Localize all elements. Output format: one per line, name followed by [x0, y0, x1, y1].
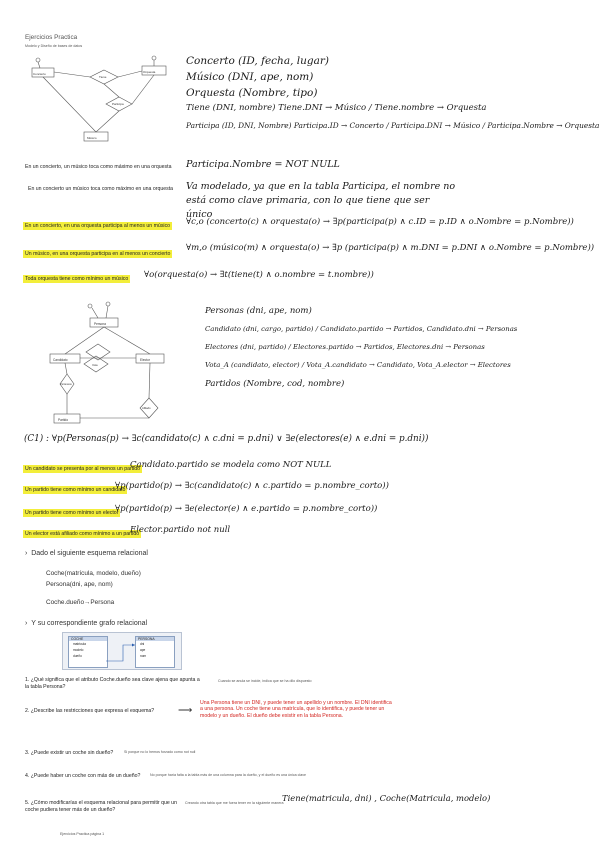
- statement-text: En un concierto, en una orquesta participa al menos un músico: [25, 223, 171, 229]
- answer: No porque haría falta a la tabla más de una columna para la dueño, y el dueño es una única clave: [150, 773, 307, 777]
- schema-line: Coche(matrícula, modelo, dueño): [46, 570, 141, 577]
- statement-answer: Participa.Nombre = NOT NULL: [186, 159, 340, 170]
- statement-text: Toda orquesta tiene como mínimo un músico: [25, 276, 129, 282]
- relational-graph: [62, 632, 182, 670]
- note-line: Vota_A (candidato, elector) / Vota_A.candidato → Candidato, Vota_A.elector → Electores: [205, 361, 511, 369]
- bullet-text: Dado el siguiente esquema relacional: [31, 550, 148, 557]
- statement-text: Un partido tiene como mínimo un candidato: [25, 487, 126, 493]
- statement-text: Un músico, en una orquesta participa en al menos un concierto: [25, 251, 171, 257]
- graph-arrow: [63, 633, 181, 669]
- question: 4. ¿Puede haber un coche con más de un dueño?: [25, 773, 141, 779]
- page-footer: Ejercicios Practica página 1: [60, 832, 105, 836]
- note-line: Músico (DNI, ape, nom): [186, 71, 314, 83]
- chevron-right-icon: ›: [25, 550, 28, 557]
- question: 5. ¿Cómo modificarías el esquema relacional para permitir que un coche pudiera tener más de un dueño?: [25, 800, 177, 813]
- statement-answer: ∀c,o (concerto(c) ∧ orquesta(o) → ∃p(participa(p) ∧ c.ID = p.ID ∧ o.Nombre = p.Nombre)): [186, 217, 574, 227]
- note-line: Partidos (Nombre, cod, nombre): [205, 379, 345, 389]
- er-diagram-1: [24, 50, 174, 145]
- diagram1-label: Tiene: [99, 75, 107, 79]
- question: 2. ¿Describe las restricciones que expresa el esquema?: [25, 708, 155, 714]
- note-line: Tiene (DNI, nombre) Tiene.DNI → Músico / Tiene.nombre → Orquesta: [186, 103, 487, 113]
- statement-text: En un concierto, un músico toca como máximo en una orquesta: [25, 164, 172, 170]
- page-title: Ejercicios Practica: [25, 34, 78, 41]
- answer: Creando otra tabla que me fuera tener en la siguiente manera: [185, 801, 284, 805]
- diagram1-label: Participa: [112, 102, 124, 106]
- statement-text: Un partido tiene como mínimo un elector: [25, 510, 119, 516]
- answer: Si porque no lo hemos forzado como not null: [124, 750, 196, 754]
- statement-answer: ∀o(orquesta(o) → ∃t(tiene(t) ∧ o.nombre = t.nombre)): [144, 270, 374, 280]
- statement-answer: Candidato.partido se modela como NOT NULL: [130, 460, 332, 470]
- answer: Cuando se anula se incide, indica que se ha dilo dispuesto: [218, 679, 312, 683]
- note-line: Personas (dni, ape, nom): [205, 306, 312, 316]
- statement-answer: ∀p(partido(p) → ∃c(candidato(c) ∧ c.partido = p.nombre_corto)): [115, 481, 389, 491]
- graph-field: dueño: [73, 654, 82, 658]
- note-line: Orquesta (Nombre, tipo): [186, 87, 318, 99]
- statement-answer: (C1) : ∀p(Personas(p) → ∃c(candidato(c) ∧ c.dni = p.dni) ∨ ∃e(electores(e) ∧ e.dni = p.dni)): [24, 434, 429, 444]
- arrow-right-icon: ⟶: [178, 705, 193, 716]
- diagram2-label: Afiliado: [142, 407, 151, 410]
- graph-table-name: PERSONA: [136, 637, 174, 641]
- note-line: Concerto (ID, fecha, lugar): [186, 55, 329, 67]
- bullet-item: [25, 620, 147, 627]
- schema-line: Coche.dueño→Persona: [46, 599, 115, 606]
- answer: Una Persona tiene un DNI, y puede tener un apellido y un nombre. El DNI identifica a una persona. Un coche tiene una matrícula, que lo identifica, y puede tener un modelo y un dueño. El dueño debe existir en la tabla Persona.: [200, 700, 392, 719]
- graph-field: dni: [140, 642, 145, 646]
- diagram2-label: Candidato: [53, 358, 68, 362]
- diagram2-label: Pertenece: [60, 383, 72, 386]
- diagram1-label: Orquesta: [143, 70, 156, 74]
- statement-answer: Elector.partido not null: [130, 525, 231, 535]
- diagram2-label: Elector: [140, 358, 150, 362]
- statement-text: Un elector está afiliado como mínimo a un partido: [25, 531, 140, 537]
- graph-field: ape: [140, 648, 146, 652]
- question: 3. ¿Puede existir un coche sin dueño?: [25, 750, 114, 756]
- note-line: Electores (dni, partido) / Electores.partido → Partidos, Electores.dni → Personas: [205, 343, 485, 351]
- graph-field: modelo: [73, 648, 84, 652]
- bullet-text: Y su correspondiente grafo relacional: [31, 620, 148, 627]
- statement-text: Un candidato se presenta por al menos un partido: [25, 466, 141, 472]
- diagram2-label: Persona: [94, 322, 106, 326]
- graph-field: matricula: [73, 642, 86, 646]
- chevron-right-icon: ›: [25, 620, 28, 627]
- diagram2-label: Partido: [58, 418, 69, 422]
- er-diagram-2: [34, 296, 174, 426]
- diagram1-label: Concierto: [33, 72, 46, 76]
- statement-text: En un concierto un músico toca como máximo en una orquesta: [28, 186, 174, 192]
- graph-field: nom: [140, 654, 147, 658]
- answer-handwritten: Tiene(matricula, dni) , Coche(Matricula, modelo): [282, 793, 491, 803]
- statement-answer: ∀m,o (músico(m) ∧ orquesta(o) → ∃p (participa(p) ∧ m.DNI = p.DNI ∧ o.Nombre = p.Nombre)): [186, 243, 595, 253]
- statement-answer: Va modelado, ya que en la tabla Participa, el nombre no está como clave primaria, con lo que tiene que ser único: [186, 181, 456, 220]
- diagram2-label: Vota: [92, 363, 98, 367]
- statement-answer: ∀p(partido(p) → ∃e(elector(e) ∧ e.partido = p.nombre_corto)): [115, 504, 378, 514]
- question: 1. ¿Qué significa que el atributo Coche.dueño sea clave ajena que apunta a la tabla Persona?: [25, 677, 200, 690]
- bullet-item: [25, 550, 148, 557]
- page-subtitle: Modelo y Diseño de bases de datos: [25, 44, 83, 48]
- note-line: Candidato (dni, cargo, partido) / Candidato.partido → Partidos, Candidato.dni → Personas: [205, 325, 518, 333]
- note-line: Participa (ID, DNI, Nombre) Participa.ID → Concerto / Participa.DNI → Músico / Participa.Nombre → Orquesta: [186, 121, 599, 130]
- diagram1-label: Músico: [87, 136, 97, 140]
- schema-line: Persona(dni, ape, nom): [46, 581, 113, 588]
- graph-table-name: COCHE: [69, 637, 107, 641]
